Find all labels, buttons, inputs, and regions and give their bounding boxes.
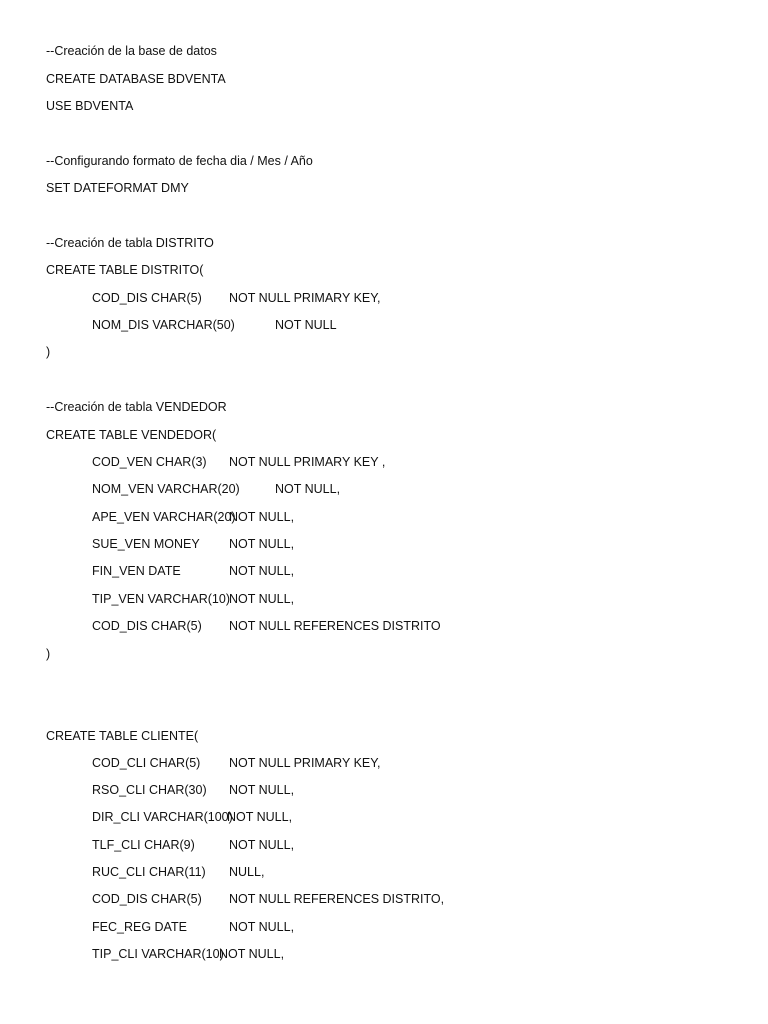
use-database-stmt: USE BDVENTA — [46, 99, 134, 113]
column-constraint: NOT NULL REFERENCES DISTRITO — [229, 619, 441, 633]
column-constraint: NOT NULL PRIMARY KEY, — [229, 756, 381, 770]
column-name: NOM_VEN VARCHAR(20) — [92, 482, 240, 496]
column-name: NOM_DIS VARCHAR(50) — [92, 318, 235, 332]
comment-vendedor: --Creación de tabla VENDEDOR — [46, 400, 227, 414]
column-constraint: NOT NULL, — [229, 592, 295, 606]
column-constraint: NOT NULL, — [229, 920, 295, 934]
column-name: APE_VEN VARCHAR(20) — [92, 510, 236, 524]
column-name: DIR_CLI VARCHAR(100) — [92, 810, 233, 824]
column-name: TLF_CLI CHAR(9) — [92, 838, 195, 852]
column-name: COD_DIS CHAR(5) — [92, 291, 202, 305]
column-constraint: NOT NULL, — [229, 838, 295, 852]
column-constraint: NOT NULL REFERENCES DISTRITO, — [229, 892, 445, 906]
column-name: FEC_REG DATE — [92, 920, 187, 934]
column-constraint: NOT NULL, — [275, 482, 341, 496]
column-name: TIP_VEN VARCHAR(10) — [92, 592, 230, 606]
column-name: COD_DIS CHAR(5) — [92, 892, 202, 906]
column-constraint: NOT NULL, — [229, 537, 295, 551]
column-constraint: NOT NULL, — [219, 947, 285, 961]
comment-dateformat: --Configurando formato de fecha dia / Mes / Año — [46, 154, 313, 168]
create-database-stmt: CREATE DATABASE BDVENTA — [46, 72, 226, 86]
close-paren: ) — [46, 345, 51, 359]
column-name: COD_CLI CHAR(5) — [92, 756, 201, 770]
column-constraint: NOT NULL PRIMARY KEY, — [229, 291, 381, 305]
column-name: RUC_CLI CHAR(11) — [92, 865, 206, 879]
create-table-vendedor: CREATE TABLE VENDEDOR( — [46, 428, 217, 442]
column-constraint: NOT NULL, — [229, 510, 295, 524]
close-paren: ) — [46, 647, 51, 661]
comment-db: --Creación de la base de datos — [46, 44, 217, 58]
column-constraint: NOT NULL, — [229, 564, 295, 578]
column-constraint: NULL, — [229, 865, 265, 879]
column-name: COD_DIS CHAR(5) — [92, 619, 202, 633]
comment-distrito: --Creación de tabla DISTRITO — [46, 236, 214, 250]
column-constraint: NOT NULL PRIMARY KEY , — [229, 455, 386, 469]
column-name: TIP_CLI VARCHAR(10) — [92, 947, 224, 961]
column-name: SUE_VEN MONEY — [92, 537, 200, 551]
column-name: RSO_CLI CHAR(30) — [92, 783, 207, 797]
column-constraint: NOT NULL — [275, 318, 337, 332]
column-name: FIN_VEN DATE — [92, 564, 181, 578]
create-table-distrito: CREATE TABLE DISTRITO( — [46, 263, 204, 277]
set-dateformat-stmt: SET DATEFORMAT DMY — [46, 181, 189, 195]
create-table-cliente: CREATE TABLE CLIENTE( — [46, 729, 199, 743]
column-constraint: NOT NULL, — [227, 810, 293, 824]
column-name: COD_VEN CHAR(3) — [92, 455, 207, 469]
column-constraint: NOT NULL, — [229, 783, 295, 797]
